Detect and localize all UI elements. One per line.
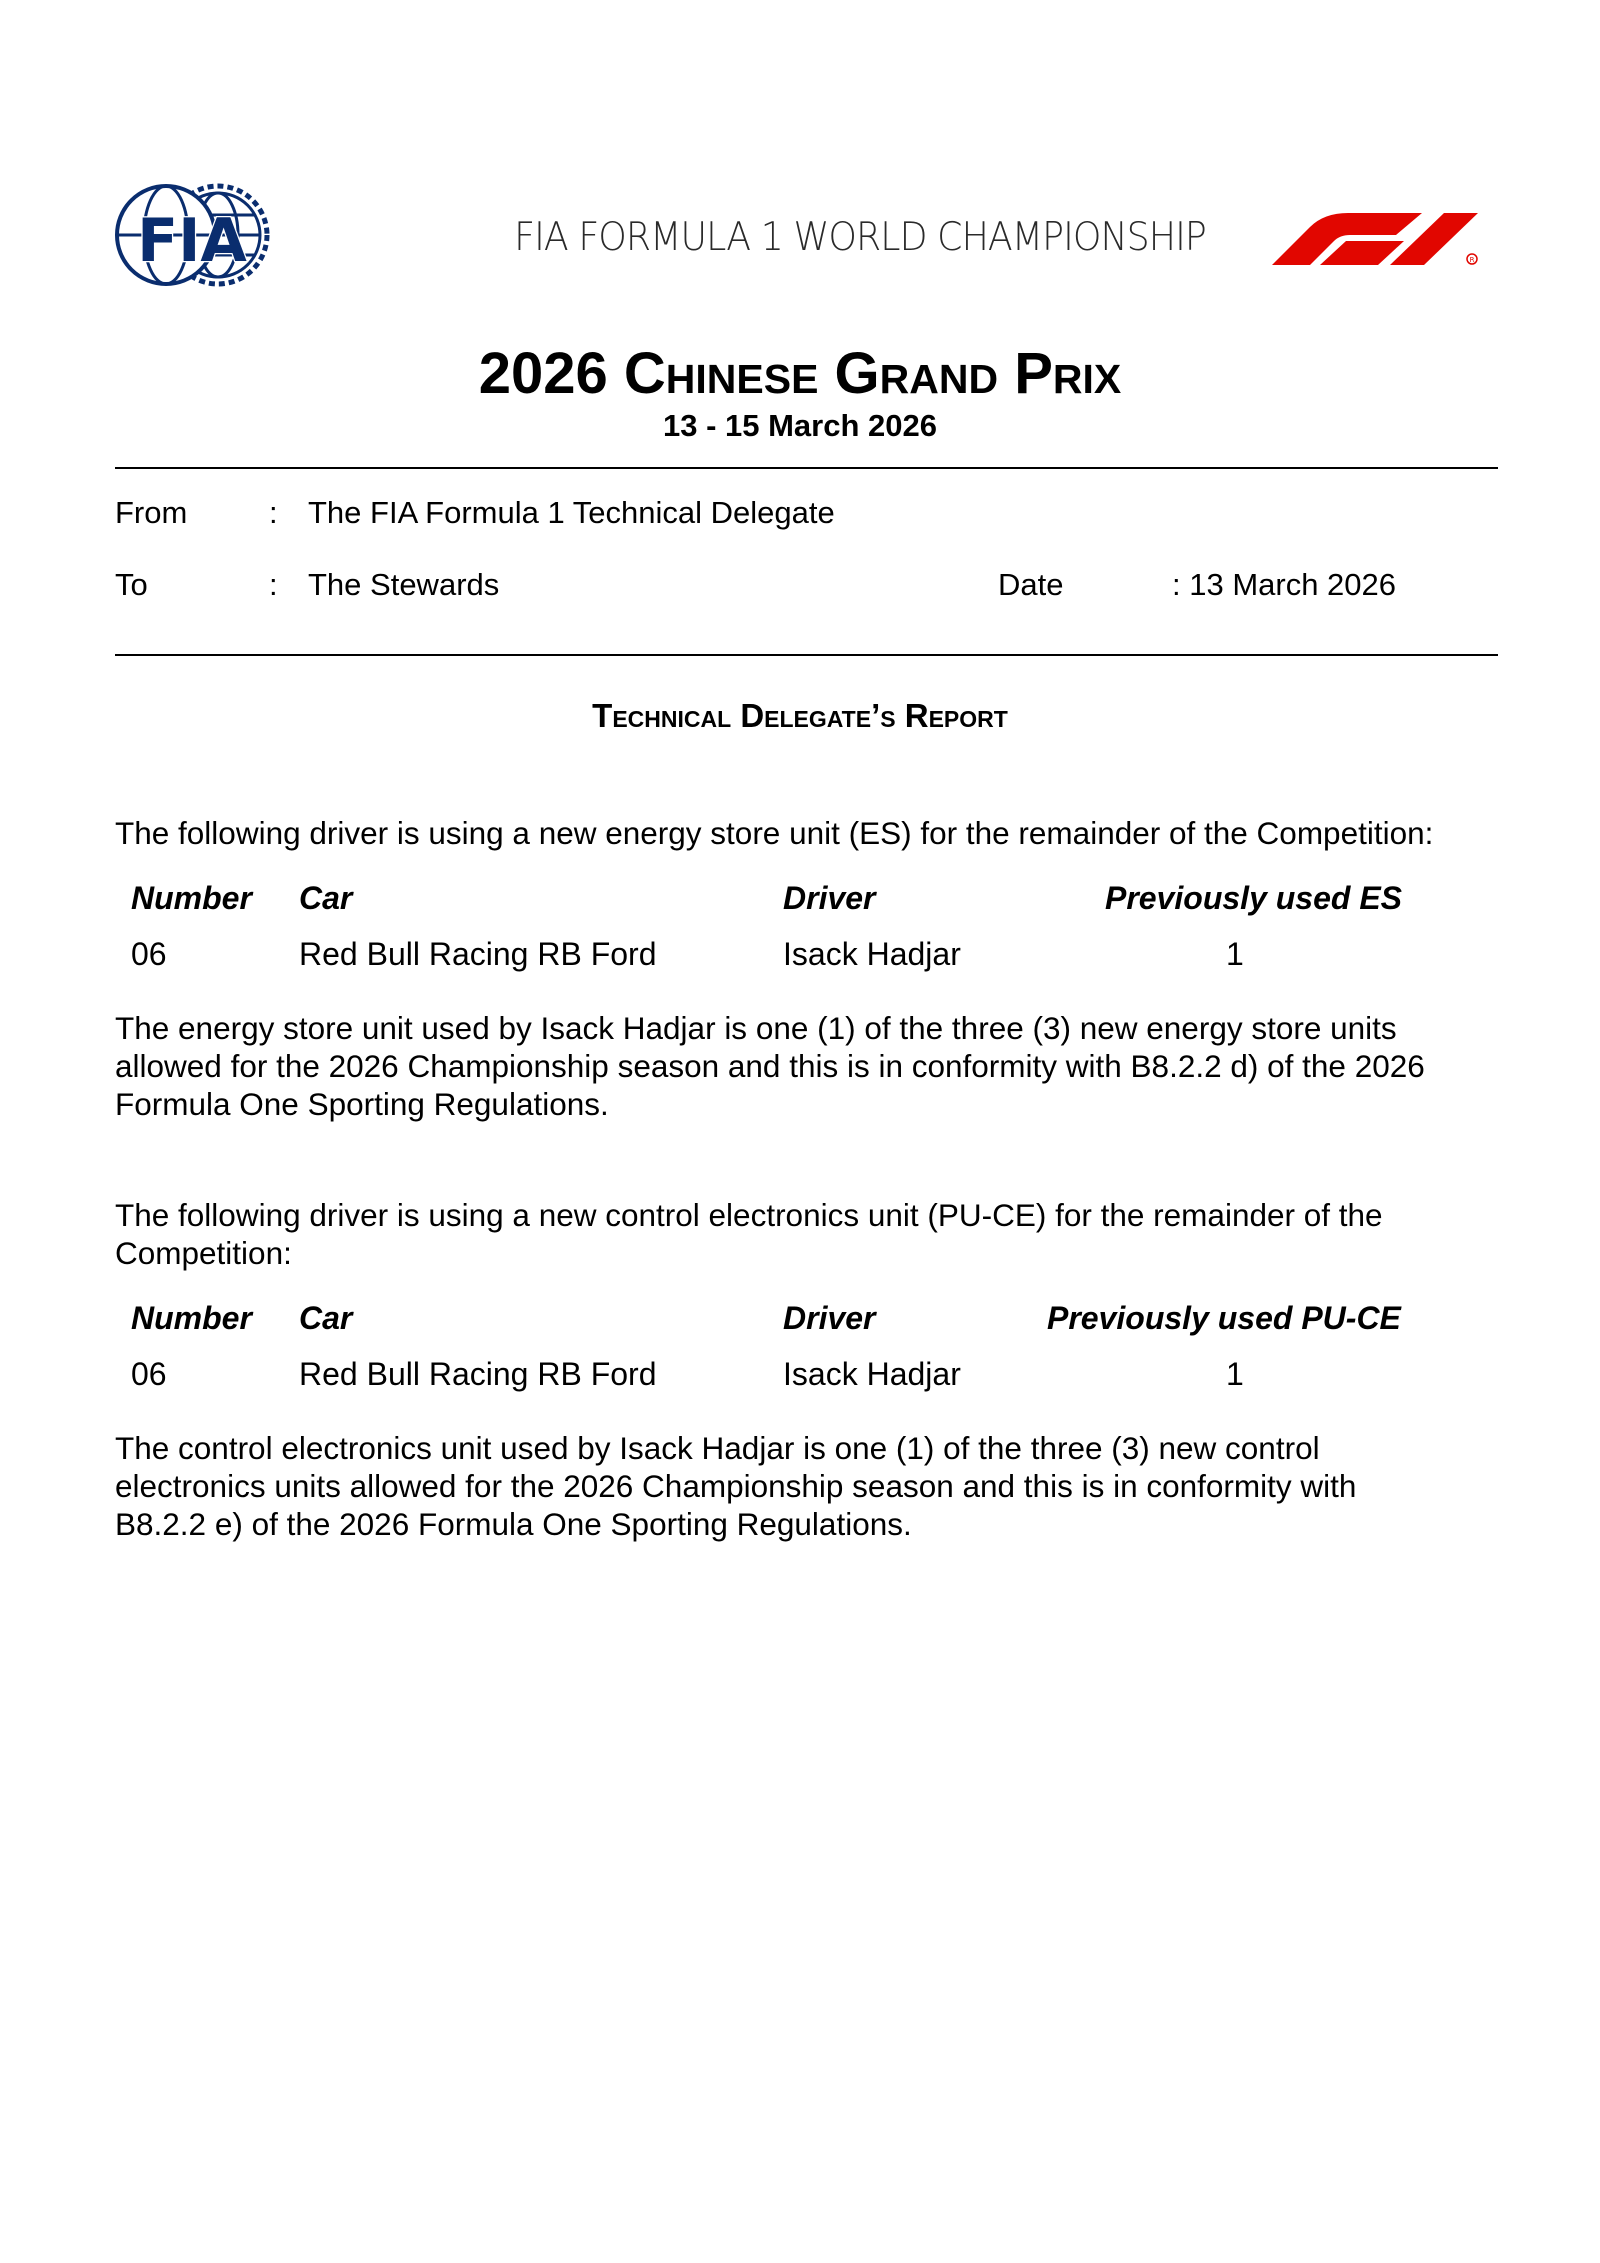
section1-body-line: Formula One Sporting Regulations. xyxy=(115,1086,609,1122)
section2-intro-line: Competition: xyxy=(115,1235,292,1271)
section2-body-line: The control electronics unit used by Isack Hadjar is one (1) of the three (3) new control xyxy=(115,1430,1320,1466)
from-colon: : xyxy=(269,495,278,530)
to-colon: : xyxy=(269,567,278,602)
s2-cell-car: Red Bull Racing RB Ford xyxy=(299,1356,657,1392)
s2-header-previously-used: Previously used PU-CE xyxy=(1047,1300,1401,1336)
s1-header-number: Number xyxy=(131,880,252,916)
report-title: Technical Delegate’s Report xyxy=(592,697,1008,734)
section2-body-line: B8.2.2 e) of the 2026 Formula One Sporting Regulations. xyxy=(115,1506,912,1542)
to-value: The Stewards xyxy=(308,567,500,602)
date-label: Date xyxy=(998,567,1064,602)
from-label: From xyxy=(115,495,188,530)
s2-cell-previously-used: 1 xyxy=(1226,1356,1244,1392)
s2-cell-number: 06 xyxy=(131,1356,167,1392)
fia-logo xyxy=(114,183,270,287)
from-value: The FIA Formula 1 Technical Delegate xyxy=(308,495,835,530)
section2-intro xyxy=(115,1196,1505,1272)
s1-cell-number: 06 xyxy=(131,936,167,972)
section1-intro: The following driver is using a new energy store unit (ES) for the remainder of the Competition: xyxy=(115,815,1434,851)
svg-text:FIA: FIA xyxy=(137,206,247,276)
s2-header-number: Number xyxy=(131,1300,252,1336)
s1-cell-car: Red Bull Racing RB Ford xyxy=(299,936,657,972)
f1-logo xyxy=(1272,205,1500,267)
section1-body xyxy=(115,1009,1505,1123)
s1-header-driver: Driver xyxy=(783,880,876,916)
s1-header-previously-used: Previously used ES xyxy=(1105,880,1403,916)
section2-body xyxy=(115,1429,1505,1543)
top-divider xyxy=(115,467,1498,469)
to-label: To xyxy=(115,567,148,602)
s2-header-driver: Driver xyxy=(783,1300,876,1336)
svg-text:R: R xyxy=(1469,256,1475,264)
bottom-divider xyxy=(115,654,1498,656)
s1-cell-driver: Isack Hadjar xyxy=(783,936,961,972)
s1-header-car: Car xyxy=(299,880,353,916)
s2-cell-driver: Isack Hadjar xyxy=(783,1356,961,1392)
s1-cell-previously-used: 1 xyxy=(1226,936,1244,972)
section2-body-line: electronics units allowed for the 2026 Championship season and this is in conformity with xyxy=(115,1468,1357,1504)
championship-title: FIA FORMULA 1 WORLD CHAMPIONSHIP xyxy=(514,215,1206,260)
event-dates: 13 - 15 March 2026 xyxy=(662,408,937,443)
section2-intro-line: The following driver is using a new control electronics unit (PU-CE) for the remainder of the xyxy=(115,1197,1383,1233)
event-title: 2026 Chinese Grand Prix xyxy=(478,341,1122,406)
s2-header-car: Car xyxy=(299,1300,353,1336)
date-value: : 13 March 2026 xyxy=(1172,567,1397,602)
section1-body-line: The energy store unit used by Isack Hadjar is one (1) of the three (3) new energy store units xyxy=(115,1010,1397,1046)
section1-body-line: allowed for the 2026 Championship season and this is in conformity with B8.2.2 d) of the 2026 xyxy=(115,1048,1425,1084)
